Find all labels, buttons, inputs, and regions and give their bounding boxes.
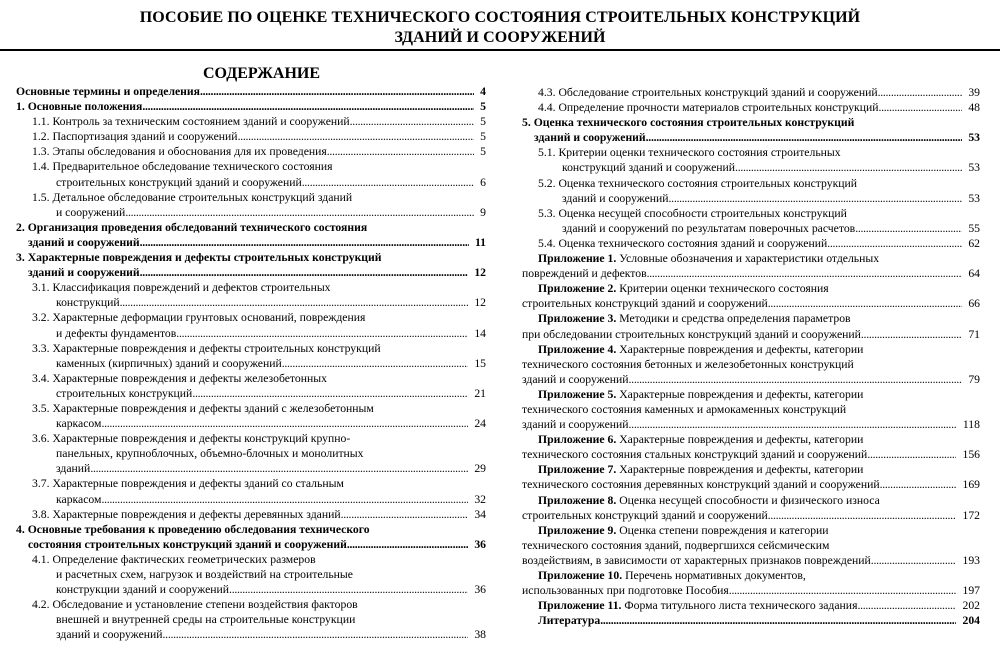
leader-dots [629,372,963,387]
leader-dots [347,537,468,552]
leader-dots [140,265,469,280]
page-number: 5 [480,100,486,114]
appendix-label: Приложение 3. [538,312,617,326]
toc-entry-text: Приложение 10. Перечень нормативных документов, [538,569,806,582]
leader-dots [176,326,468,341]
page-number: 55 [968,221,980,235]
appendix-label: Литература [538,614,601,628]
leader-dots [238,129,475,144]
toc-entry-s3-8[interactable] [16,507,486,522]
toc-entry-text: технического состояния зданий, подвергшихся сейсмическим [522,538,830,552]
page-number: 5 [480,145,486,159]
toc-entry-text: 3.2. Характерные деформации грунтовых оснований, повреждения [32,311,366,325]
leader-dots [827,236,962,251]
toc-entry-text: зданий и сооружений [522,418,629,432]
toc-entry-text: строительных конструкций зданий и сооружений [56,175,302,189]
toc-right-column [522,85,980,628]
page-number: 193 [962,553,980,567]
page-number: 36 [474,537,486,551]
toc-entry-s3-2[interactable] [16,310,486,340]
page-number: 53 [968,191,980,205]
toc-entry-text: 1.3. Этапы обследования и обоснования для их проведения [32,145,327,159]
toc-entry-text: каркасом [56,492,102,506]
leader-dots [142,99,474,114]
toc-entry-s1-2[interactable] [16,129,486,144]
toc-entry-app9[interactable] [522,523,980,568]
leader-dots [600,613,956,628]
toc-entry-text: 1.2. Паспортизация зданий и сооружений [32,130,238,144]
appendix-label: Приложение 1. [538,252,617,266]
toc-entry-s3-4[interactable] [16,371,486,401]
toc-entry-text: и дефекты фундаментов [56,326,177,340]
toc-entry-text: внешней и внутренней среды на строительные конструкции [56,613,356,627]
toc-entry-text: 4.1. Определение фактических геометрических размеров [32,552,316,566]
toc-entry-s4-2[interactable] [16,597,486,642]
leader-dots [646,130,963,145]
appendix-label: Приложение 4. [538,342,617,356]
leader-dots [200,84,474,99]
toc-entry-text: 1.4. Предварительное обследование технического состояния [32,160,333,174]
page-number: 197 [962,584,980,598]
leader-dots [871,553,957,568]
leader-dots [101,416,468,431]
toc-entry-lit[interactable] [522,613,980,628]
toc-entry-text: состояния строительных конструкций зданий и сооружений [28,537,347,551]
toc-entry-app5[interactable] [522,387,980,432]
toc-entry-s4[interactable] [16,522,486,552]
toc-entry-s1[interactable] [16,99,486,114]
toc-entry-text: Приложение 3. Методики и средства определения параметров [538,312,851,326]
toc-entry-s1-4[interactable] [16,159,486,189]
leader-dots [120,295,469,310]
toc-entry-text: каменных (кирпичных) зданий и сооружений [56,356,282,370]
toc-entry-text: 4. Основные требования к проведению обследования технического [16,522,370,536]
page-number: 53 [968,131,980,145]
toc-entry-text: 4.2. Обследование и установление степени воздействия факторов [32,598,358,612]
toc-entry-s4-4[interactable] [522,100,980,115]
page-number: 156 [962,448,980,462]
toc-heading: СОДЕРЖАНИЕ [203,65,321,82]
toc-entry-text: зданий и сооружений [562,191,669,205]
toc-entry-text: 5.1. Критерии оценки технического состояния строительных [538,146,841,160]
toc-entry-app1[interactable] [522,251,980,281]
toc-entry-s1-5[interactable] [16,190,486,220]
leader-dots [735,160,962,175]
toc-entry-s3-6[interactable] [16,431,486,476]
toc-entry-text: 3. Характерные повреждения и дефекты строительных конструкций [16,251,382,265]
toc-entry-text: строительных конструкций зданий и сооружений [522,297,768,311]
page-number: 21 [474,386,486,400]
toc-entry-text: строительных конструкций зданий и сооружений [522,508,768,522]
toc-entry-s5-3[interactable] [522,206,980,236]
toc-entry-text: 5.4. Оценка технического состояния зданий и сооружений [538,236,828,250]
page-number: 14 [474,326,486,340]
page-number: 34 [474,507,486,521]
toc-entry-app10[interactable] [522,568,980,598]
title-divider [0,49,1000,51]
page-number: 53 [968,161,980,175]
page-number: 169 [962,478,980,492]
page-number: 79 [968,372,980,386]
leader-dots [729,583,957,598]
leader-dots [282,356,469,371]
leader-dots [768,508,957,523]
toc-entry-s1-1[interactable] [16,114,486,129]
toc-entry-s2[interactable] [16,220,486,250]
document-title [0,8,1000,48]
leader-dots [880,477,957,492]
toc-entry-text: 1.1. Контроль за техническим состоянием зданий и сооружений [32,115,350,129]
toc-entry-text: 1.5. Детальное обследование строительных конструкций зданий [32,190,353,204]
toc-entry-s3-7[interactable] [16,476,486,506]
toc-entry-text: Приложение 9. Оценка степени повреждения и категории [538,523,829,537]
leader-dots [327,144,474,159]
toc-entry-text: 2. Организация проведения обследований технического состояния [16,220,368,234]
toc-entry-text: строительных конструкций [56,386,193,400]
appendix-label: Приложение 5. [538,387,617,401]
toc-entry-text: 3.6. Характерные повреждения и дефекты конструкций крупно- [32,432,351,446]
page-number: 12 [474,296,486,310]
leader-dots [647,266,963,281]
toc-entry-s4-1[interactable] [16,552,486,597]
toc-entry-s3-1[interactable] [16,280,486,310]
toc-entry-text: конструкции зданий и сооружений [56,583,230,597]
appendix-label: Приложение 7. [538,463,617,477]
appendix-label: Приложение 10. [538,569,623,582]
title-line-1: ПОСОБИЕ ПО ОЦЕНКЕ ТЕХНИЧЕСКОГО СОСТОЯНИЯ СТРОИТЕЛЬНЫХ КОНСТРУКЦИЙ [139,9,861,26]
appendix-label: Приложение 8. [538,493,617,507]
page-number: 15 [474,356,486,370]
toc-entry-text: Приложение 7. Характерные повреждения и дефекты, категории [538,463,864,477]
toc-entry-text: 3.5. Характерные повреждения и дефекты зданий с железобетонным [32,401,374,415]
page-number: 71 [968,327,980,341]
toc-entry-text: Приложение 2. Критерии оценки технического состояния [538,282,829,296]
toc-entry-text: использованных при подготовке Пособия [522,584,729,598]
toc-entry-s4-3[interactable] [522,85,980,100]
toc-entry-s5-4[interactable] [522,236,980,251]
toc-entry-text: Приложение 1. Условные обозначения и характеристики отдельных [538,252,880,266]
leader-dots [125,205,474,220]
toc-entry-text: зданий [56,462,91,476]
appendix-label: Приложение 11. [538,599,622,613]
leader-dots [857,598,956,613]
toc-entry-text: технического состояния деревянных конструкций зданий и сооружений [522,478,880,492]
toc-entry-text: каркасом [56,417,102,431]
leader-dots [669,191,963,206]
toc-entry-text: 3.3. Характерные повреждения и дефекты строительных конструкций [32,341,381,355]
leader-dots [629,417,957,432]
appendix-label: Приложение 9. [538,523,617,537]
page-number: 39 [968,86,980,99]
leader-dots [341,507,469,522]
page-number: 202 [962,599,980,613]
toc-entry-text: Приложение 11. Форма титульного листа технического задания [538,599,858,613]
toc-entry-text: 4.4. Определение прочности материалов строительных конструкций [538,101,879,115]
page-number: 118 [962,418,980,432]
toc-entry-text: конструкций [56,296,120,310]
page-number: 38 [474,628,486,642]
toc-entry-text: Основные термины и определения [16,85,200,98]
toc-entry-text: зданий и сооружений [522,372,629,386]
toc-entry-text: 5. Оценка технического состояния строительных конструкций [522,116,855,130]
toc-entry-s1-3[interactable] [16,144,486,159]
leader-dots [855,221,962,236]
toc-entry-terms[interactable] [16,84,486,99]
page-number: 9 [480,205,486,219]
toc-entry-text: 4.3. Обследование строительных конструкций зданий и сооружений [538,86,878,99]
page-number: 5 [480,130,486,144]
leader-dots [163,627,469,642]
toc-entry-app8[interactable] [522,493,980,523]
toc-entry-text: 3.8. Характерные повреждения и дефекты деревянных зданий [32,507,341,521]
page-number: 6 [480,175,486,189]
toc-entry-s3[interactable] [16,250,486,280]
page-number: 12 [474,266,486,280]
toc-entry-text: воздействиям, в зависимости от характерных признаков повреждений [522,553,871,567]
appendix-label: Приложение 2. [538,282,617,296]
toc-entry-text: Приложение 6. Характерные повреждения и дефекты, категории [538,433,864,447]
appendix-label: Приложение 6. [538,433,617,447]
toc-entry-text: зданий и сооружений [56,628,163,642]
toc-entry-text: 3.4. Характерные повреждения и дефекты железобетонных [32,371,327,385]
page-number: 204 [962,614,980,628]
page-number: 29 [474,462,486,476]
toc-entry-app3[interactable] [522,311,980,341]
leader-dots [878,100,962,115]
toc-entry-text: конструкций зданий и сооружений [562,161,736,175]
page-number: 4 [480,85,486,98]
toc-entry-s5-2[interactable] [522,176,980,206]
leader-dots [90,461,468,476]
toc-entry-text: технического состояния стальных конструкций зданий и сооружений [522,448,868,462]
toc-left-column [16,84,486,642]
toc-entry-app11[interactable] [522,598,980,613]
leader-dots [101,492,468,507]
toc-entry-text: Приложение 8. Оценка несущей способности и физического износа [538,493,880,507]
toc-entry-text: зданий и сооружений [534,131,646,145]
leader-dots [229,582,468,597]
toc-entry-s5-1[interactable] [522,145,980,175]
page-number: 64 [968,267,980,281]
toc-entry-text: Приложение 5. Характерные повреждения и дефекты, категории [538,387,864,401]
toc-entry-s5[interactable] [522,115,980,145]
page-number: 48 [968,101,980,115]
leader-dots [867,447,956,462]
toc-entry-text: 5.2. Оценка технического состояния строительных конструкций [538,176,858,190]
toc-entry-text: 3.1. Классификация повреждений и дефектов строительных [32,281,331,295]
leader-dots [878,85,963,100]
leader-dots [140,235,469,250]
title-line-2: ЗДАНИЙ И СООРУЖЕНИЙ [394,29,606,46]
toc-entry-s3-5[interactable] [16,401,486,431]
toc-entry-text: и расчетных схем, нагрузок и воздействий на строительные [56,568,353,581]
toc-entry-text: 1. Основные положения [16,100,143,114]
toc-entry-text: повреждений и дефектов [522,267,647,281]
toc-entry-text: при обследовании строительных конструкций зданий и сооружений [522,327,861,341]
toc-entry-text: зданий и сооружений [28,235,140,249]
page-number: 32 [474,492,486,506]
toc-entry-text: панельных, крупноблочных, объемно-блочных и монолитных [56,447,364,461]
toc-entry-text [538,613,600,628]
toc-entry-text: технического состояния бетонных и железобетонных конструкций [522,357,854,371]
leader-dots [861,327,962,342]
toc-entry-app6[interactable] [522,432,980,462]
leader-dots [192,386,468,401]
toc-entry-app2[interactable] [522,281,980,311]
page-number: 5 [480,115,486,129]
page-number: 66 [968,297,980,311]
toc-entry-text: 5.3. Оценка несущей способности строительных конструкций [538,206,847,220]
leader-dots [768,296,963,311]
page-number: 36 [474,583,486,597]
toc-entry-text: Приложение 4. Характерные повреждения и дефекты, категории [538,342,864,356]
toc-entry-text: и сооружений [56,205,126,219]
page-number: 172 [962,508,980,522]
toc-entry-text: технического состояния каменных и армокаменных конструкций [522,402,847,416]
toc-entry-text: зданий и сооружений [28,266,140,280]
toc-entry-text: зданий и сооружений по результатам поверочных расчетов [562,221,856,235]
leader-dots [350,114,475,129]
toc-entry-s3-3[interactable] [16,341,486,371]
page-number: 62 [968,236,980,250]
toc-entry-app7[interactable] [522,462,980,492]
leader-dots [302,175,474,190]
toc-entry-text: 3.7. Характерные повреждения и дефекты зданий со стальным [32,477,344,491]
page-number: 11 [474,235,486,249]
page-number: 24 [474,417,486,431]
toc-entry-app4[interactable] [522,342,980,387]
